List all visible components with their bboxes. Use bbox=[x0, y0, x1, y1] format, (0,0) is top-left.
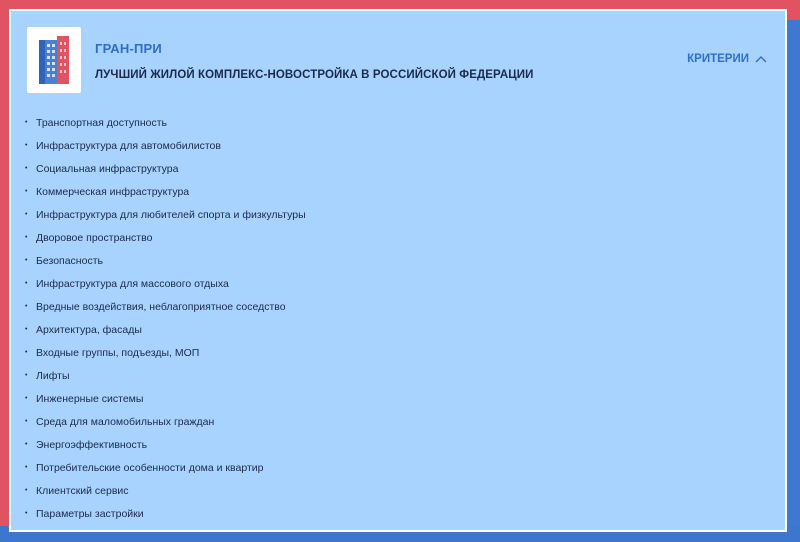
list-item bbox=[25, 226, 306, 249]
list-item-label: Архитектура, фасады bbox=[36, 323, 142, 336]
list-item-label: Параметры застройки bbox=[36, 507, 144, 520]
bullet-icon: • bbox=[25, 463, 28, 471]
list-item-label: Среда для маломобильных граждан bbox=[36, 415, 215, 428]
list-item-label: Коммерческая инфраструктура bbox=[36, 185, 190, 198]
list-item-label: Дворовое пространство bbox=[36, 231, 153, 244]
list-item-label: Инженерные системы bbox=[36, 392, 144, 405]
chevron-up-icon bbox=[755, 54, 767, 64]
list-item bbox=[25, 180, 306, 203]
list-item bbox=[25, 364, 306, 387]
list-item-label: Безопасность bbox=[36, 254, 103, 267]
criteria-list bbox=[25, 111, 306, 525]
list-item-label: Потребительские особенности дома и квартир bbox=[36, 461, 264, 474]
list-item bbox=[25, 341, 306, 364]
list-item bbox=[25, 272, 306, 295]
bullet-icon: • bbox=[25, 486, 28, 494]
list-item bbox=[25, 157, 306, 180]
criteria-label: КРИТЕРИИ bbox=[687, 53, 749, 65]
list-item bbox=[25, 318, 306, 341]
list-item bbox=[25, 479, 306, 502]
list-item-label: Инфраструктура для автомобилистов bbox=[36, 139, 221, 152]
bullet-icon: • bbox=[25, 440, 28, 448]
list-item-label: Социальная инфраструктура bbox=[36, 162, 179, 175]
bullet-icon: • bbox=[25, 118, 28, 126]
bullet-icon: • bbox=[25, 279, 28, 287]
list-item bbox=[25, 249, 306, 272]
criteria-toggle[interactable] bbox=[687, 53, 767, 65]
bullet-icon: • bbox=[25, 256, 28, 264]
bullet-icon: • bbox=[25, 394, 28, 402]
bullet-icon: • bbox=[25, 233, 28, 241]
bullet-icon: • bbox=[25, 302, 28, 310]
list-item bbox=[25, 203, 306, 226]
list-item bbox=[25, 387, 306, 410]
bullet-icon: • bbox=[25, 417, 28, 425]
list-item-label: Инфраструктура для массового отдыха bbox=[36, 277, 229, 290]
building-icon bbox=[37, 34, 71, 86]
list-item bbox=[25, 410, 306, 433]
list-item-label: Инфраструктура для любителей спорта и физкультуры bbox=[36, 208, 306, 221]
list-item bbox=[25, 134, 306, 157]
list-item-label: Клиентский сервис bbox=[36, 484, 129, 497]
bullet-icon: • bbox=[25, 187, 28, 195]
nomination-logo bbox=[27, 27, 81, 93]
list-item bbox=[25, 295, 306, 318]
bullet-icon: • bbox=[25, 325, 28, 333]
list-item-label: Транспортная доступность bbox=[36, 116, 167, 129]
list-item bbox=[25, 433, 306, 456]
list-item-label: Лифты bbox=[36, 369, 70, 382]
list-item bbox=[25, 502, 306, 525]
bullet-icon: • bbox=[25, 141, 28, 149]
list-item bbox=[25, 456, 306, 479]
bullet-icon: • bbox=[25, 210, 28, 218]
list-item-label: Энергоэффективность bbox=[36, 438, 148, 451]
list-item bbox=[25, 111, 306, 134]
nomination-title: ГРАН-ПРИ bbox=[95, 41, 162, 56]
bullet-icon: • bbox=[25, 164, 28, 172]
nomination-subtitle: ЛУЧШИЙ ЖИЛОЙ КОМПЛЕКС-НОВОСТРОЙКА В РОССИЙСКОЙ ФЕДЕРАЦИИ bbox=[95, 69, 534, 81]
list-item-label: Входные группы, подъезды, МОП bbox=[36, 346, 200, 359]
nomination-card bbox=[9, 9, 787, 532]
bullet-icon: • bbox=[25, 509, 28, 517]
list-item-label: Вредные воздействия, неблагоприятное соседство bbox=[36, 300, 286, 313]
bullet-icon: • bbox=[25, 348, 28, 356]
bullet-icon: • bbox=[25, 371, 28, 379]
